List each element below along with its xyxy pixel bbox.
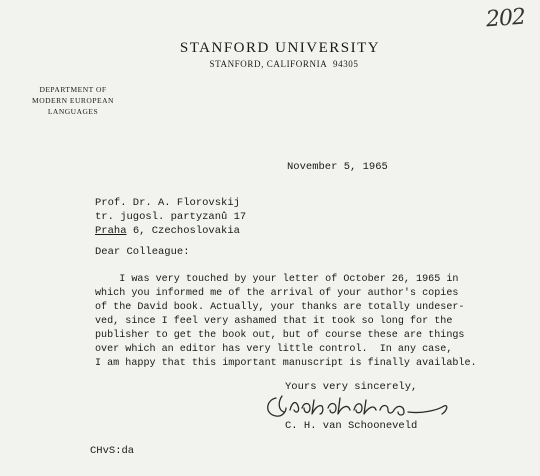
recipient-street: tr. jugosl. partyzanů 17 xyxy=(95,211,247,223)
page-number: 202 xyxy=(485,4,526,33)
letterhead-department xyxy=(8,84,138,117)
body-line: over which an editor has very little control. In any case, xyxy=(95,344,453,355)
body-line: of the David book. Actually, your thanks are totally undeser- xyxy=(95,302,465,313)
typist-initials: CHvS:da xyxy=(90,445,135,457)
body-line: which you informed me of the arrival of your author's copies xyxy=(95,288,459,299)
signer-name: C. H. van Schooneveld xyxy=(285,420,418,432)
letterhead-city: STANFORD, CALIFORNIA xyxy=(209,59,328,69)
closing: Yours very sincerely, xyxy=(285,381,418,393)
letterhead-zip: 94305 xyxy=(333,59,359,69)
handwritten-signature xyxy=(262,388,452,424)
recipient-city: Praha xyxy=(95,225,127,237)
recipient-name: Prof. Dr. A. Florovskij xyxy=(95,197,240,209)
body-line: publisher to get the book out, but of course these are things xyxy=(95,330,465,341)
letterhead-location xyxy=(14,59,540,69)
salutation: Dear Colleague: xyxy=(95,246,190,258)
department-line-1: DEPARTMENT OF xyxy=(39,85,107,94)
letter-date: November 5, 1965 xyxy=(287,161,388,173)
department-line-2: MODERN EUROPEAN LANGUAGES xyxy=(32,96,114,116)
body-line: ved, since I feel very ashamed that it took so long for the xyxy=(95,316,453,327)
recipient-city-rest: 6, Czechoslovakia xyxy=(126,225,240,237)
body-line: I am happy that this important manuscript is finally available. xyxy=(95,358,477,369)
recipient-city-line xyxy=(95,224,240,238)
body-line: I was very touched by your letter of October 26, 1965 in xyxy=(95,274,459,285)
letterhead-university: STANFORD UNIVERSITY xyxy=(179,40,381,56)
